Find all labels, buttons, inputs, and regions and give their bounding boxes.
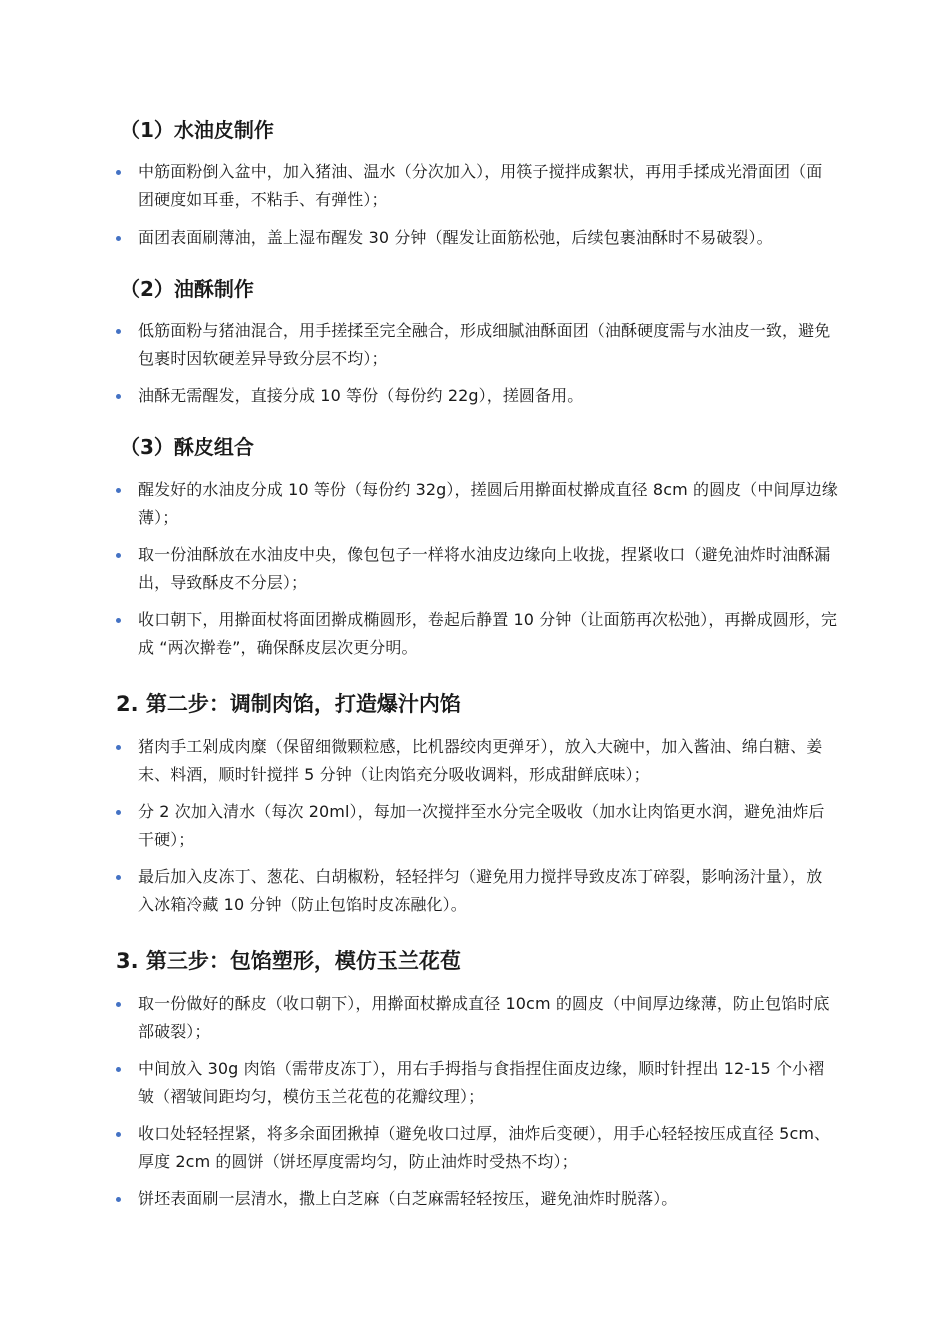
list-item: 饼坯表面刷一层清水，撒上白芝麻（白芝麻需轻轻按压，避免油炸时脱落）。	[138, 1185, 838, 1213]
list-item: 猪肉手工剁成肉糜（保留细微颗粒感，比机器绞肉更弹牙），放入大碗中，加入酱油、绵白糖、姜末、料酒，顺时针搅拌 5 分钟（让肉馅充分吸收调料，形成甜鲜底味）；	[138, 733, 838, 789]
bullet-icon	[116, 1002, 121, 1007]
section-heading-oil-pastry: （2）油酥制作	[120, 277, 254, 301]
step-heading-shaping: 3. 第三步：包馅塑形，模仿玉兰花苞	[116, 949, 461, 973]
list-item: 取一份油酥放在水油皮中央，像包包子一样将水油皮边缘向上收拢，捏紧收口（避免油炸时油酥漏出，导致酥皮不分层）；	[138, 541, 838, 597]
list-item: 最后加入皮冻丁、葱花、白胡椒粉，轻轻拌匀（避免用力搅拌导致皮冻丁碎裂，影响汤汁量），放入冰箱冷藏 10 分钟（防止包馅时皮冻融化）。	[138, 863, 838, 919]
bullet-icon	[116, 875, 121, 880]
list-item: 分 2 次加入清水（每次 20ml），每加一次搅拌至水分完全吸收（加水让肉馅更水润，避免油炸后干硬）；	[138, 798, 838, 854]
bullet-icon	[116, 745, 121, 750]
bullet-icon	[116, 1067, 121, 1072]
bullet-icon	[116, 394, 121, 399]
bullet-icon	[116, 1197, 121, 1202]
bullet-icon	[116, 618, 121, 623]
list-item: 面团表面刷薄油，盖上湿布醒发 30 分钟（醒发让面筋松弛，后续包裹油酥时不易破裂）。	[138, 224, 838, 252]
list-item: 醒发好的水油皮分成 10 等份（每份约 32g），搓圆后用擀面杖擀成直径 8cm 的圆皮（中间厚边缘薄）；	[138, 476, 838, 532]
bullet-icon	[116, 553, 121, 558]
section-heading-pastry-assembly: （3）酥皮组合	[120, 435, 254, 459]
bullet-icon	[116, 170, 121, 175]
bullet-icon	[116, 810, 121, 815]
list-item: 收口处轻轻捏紧，将多余面团揪掉（避免收口过厚，油炸后变硬），用手心轻轻按压成直径 5cm、厚度 2cm 的圆饼（饼坯厚度需均匀，防止油炸时受热不均）；	[138, 1120, 838, 1176]
list-item: 油酥无需醒发，直接分成 10 等份（每份约 22g），搓圆备用。	[138, 382, 838, 410]
list-item: 取一份做好的酥皮（收口朝下），用擀面杖擀成直径 10cm 的圆皮（中间厚边缘薄，防止包馅时底部破裂）；	[138, 990, 838, 1046]
step-heading-meat-filling: 2. 第二步：调制肉馅，打造爆汁内馅	[116, 692, 461, 716]
section-heading-water-oil-dough: （1）水油皮制作	[120, 118, 274, 142]
bullet-icon	[116, 329, 121, 334]
list-item: 收口朝下，用擀面杖将面团擀成椭圆形，卷起后静置 10 分钟（让面筋再次松弛），再擀成圆形，完成 “两次擀卷”，确保酥皮层次更分明。	[138, 606, 838, 662]
bullet-icon	[116, 1132, 121, 1137]
list-item: 中筋面粉倒入盆中，加入猪油、温水（分次加入），用筷子搅拌成絮状，再用手揉成光滑面团（面团硬度如耳垂，不粘手、有弹性）；	[138, 158, 838, 214]
list-item: 中间放入 30g 肉馅（需带皮冻丁），用右手拇指与食指捏住面皮边缘，顺时针捏出 12-15 个小褶皱（褶皱间距均匀，模仿玉兰花苞的花瓣纹理）；	[138, 1055, 838, 1111]
list-item: 低筋面粉与猪油混合，用手搓揉至完全融合，形成细腻油酥面团（油酥硬度需与水油皮一致，避免包裹时因软硬差异导致分层不均）；	[138, 317, 838, 373]
bullet-icon	[116, 488, 121, 493]
bullet-icon	[116, 236, 121, 241]
